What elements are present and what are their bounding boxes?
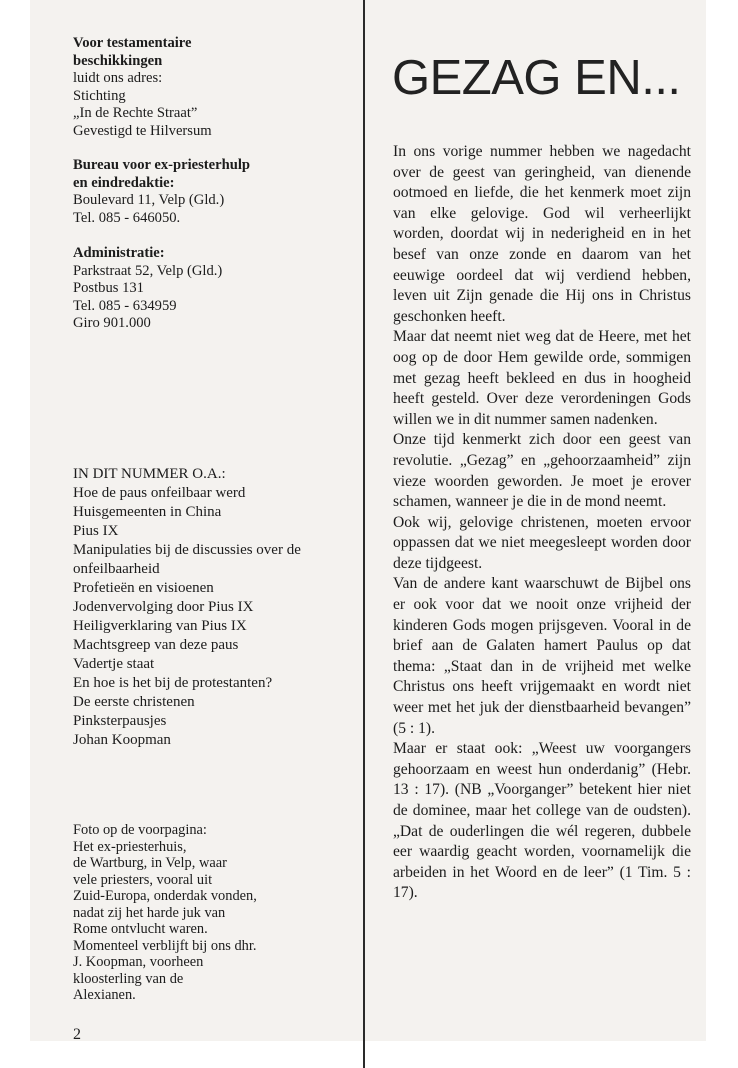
administratie-line: Postbus 131 (73, 280, 144, 297)
administratie-line: Giro 901.000 (73, 315, 151, 332)
photo-caption-line: kloosterling van de (73, 970, 184, 987)
contents-item: Heiligverklaring van Pius IX (73, 618, 247, 634)
testament-line: „In de Rechte Straat” (73, 105, 198, 122)
testament-line: Gevestigd te Hilversum (73, 122, 212, 139)
photo-caption-line: nadat zij het harde juk van (73, 904, 226, 921)
contents-heading: IN DIT NUMMER O.A.: (73, 466, 226, 482)
administratie-block (73, 245, 358, 333)
photo-caption-line: J. Koopman, voorheen (73, 954, 204, 970)
administratie-line: Parkstraat 52, Velp (Gld.) (73, 262, 223, 279)
page-number: 2 (73, 1026, 81, 1043)
contents-item: Hoe de paus onfeilbaar werd (73, 485, 246, 501)
contents-item: Jodenvervolging door Pius IX (73, 599, 254, 615)
photo-caption-block (73, 822, 358, 1004)
testament-heading-line-2: beschikkingen (73, 52, 163, 69)
photo-caption-line: Momenteel verblijft bij ons dhr. (73, 937, 257, 954)
contents-item: Huisgemeenten in China (73, 504, 222, 520)
bureau-line: Boulevard 11, Velp (Gld.) (73, 192, 225, 209)
bureau-address-block (73, 157, 358, 227)
article-paragraph: In ons vorige nummer hebben we nagedacht over de geest van geringheid, van dienende ootmoed en liefde, die het kenmerk moet zijn van elke gelovige. God wil verheerlijkt worden, doordat wij in nederigheid en in het besef van onze zonde en daarom van het eeuwige oordeel dat wij verdiend hebben, leven uit Zijn genade die Hij ons in Christus geschonken heeft. (393, 143, 691, 325)
contents-item: Pinksterpausjes (73, 713, 167, 729)
contents-item: En hoe is het bij de protestanten? (73, 675, 273, 691)
bureau-line: Tel. 085 - 646050. (73, 209, 181, 226)
photo-caption-line: de Wartburg, in Velp, waar (73, 855, 227, 871)
testament-line: luidt ons adres: (73, 70, 163, 87)
photo-caption-line: Het ex-priesterhuis, (73, 838, 187, 855)
contents-item: Manipulaties bij de discussies over de (73, 542, 301, 558)
photo-caption-line: Zuid-Europa, onderdak vonden, (73, 888, 257, 904)
testament-line: Stichting (73, 87, 126, 104)
contents-item: Machtsgreep van deze paus (73, 637, 239, 653)
photo-caption-line: Alexianen. (73, 987, 136, 1003)
photo-caption-line: Rome ontvlucht waren. (73, 921, 208, 937)
contents-item: Vadertje staat (73, 656, 155, 672)
bureau-heading-line-2: en eindredaktie: (73, 174, 175, 191)
article-headline: GEZAG EN... (392, 51, 681, 105)
article-body (393, 142, 691, 904)
testament-address-block (73, 35, 358, 141)
contents-item: onfeilbaarheid (73, 561, 160, 577)
photo-caption-line: vele priesters, vooral uit (73, 871, 213, 888)
column-divider (363, 0, 365, 1068)
article-paragraph: Maar dat neemt niet weg dat de Heere, met het oog op de door Hem gewilde orde, sommigen met gezag heeft bekleed en dus in hoogheid heeft gesteld. Over deze verordeningen Gods willen we in dit nummer samen nadenken. (393, 328, 691, 428)
contents-item: Pius IX (73, 523, 119, 539)
photo-caption-heading: Foto op de voorpagina: (73, 822, 207, 838)
administratie-line: Tel. 085 - 634959 (73, 297, 177, 314)
administratie-heading: Administratie: (73, 245, 165, 261)
article-paragraph: Onze tijd kenmerkt zich door een geest van revolutie. „Gezag” en „gehoorzaamheid” zijn vieze woorden geworden. Je moet je erover schamen, wanneer je die in de mond neemt. (393, 431, 691, 511)
bureau-heading-line-1: Bureau voor ex-priesterhulp (73, 157, 251, 173)
article-paragraph: Ook wij, gelovige christenen, moeten ervoor oppassen dat we niet meegesleept worden door deze tijdgeest. (393, 513, 691, 572)
contents-item: De eerste christenen (73, 694, 195, 710)
testament-heading-line-1: Voor testamentaire (73, 35, 192, 51)
contents-item: Profetieën en visioenen (73, 580, 214, 596)
contents-item: Johan Koopman (73, 732, 171, 748)
contents-block (73, 465, 358, 750)
article-paragraph: Van de andere kant waarschuwt de Bijbel ons er ook voor dat we nooit onze vrijheid der kinderen Gods mogen prijsgeven. Vooral in de brief aan de Galaten hamert Paulus op dat thema: „Staat dan in de vrijheid met welke Christus ons heeft vrijgemaakt en wordt niet weer met het juk der dienstbaarheid bevangen” (5 : 1). (393, 575, 691, 737)
article-paragraph: Maar er staat ook: „Weest uw voorgangers gehoorzaam en weest hun onderdanig” (Hebr. 13 : 17). (NB „Voorganger” betekent hier niet de dominee, maar het college van de oudsten). „Dat de ouderlingen die wél regeren, dubbele eer waardig geacht worden, voornamelijk die arbeiden in het Woord en de leer” (1 Tim. 5 : 17). (393, 740, 691, 902)
